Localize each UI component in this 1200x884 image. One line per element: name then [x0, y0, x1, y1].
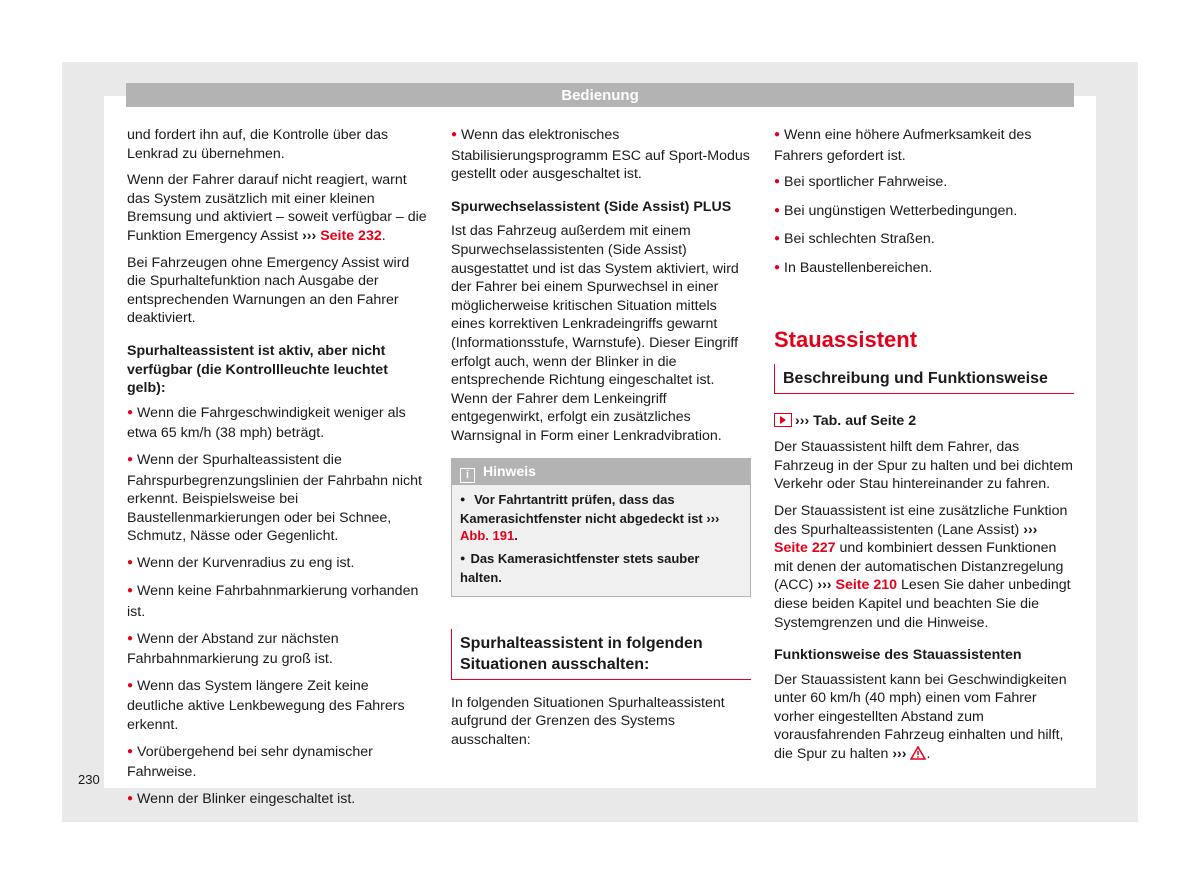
list-item: ● Bei ungünstigen Wetterbedingungen. [774, 202, 1074, 223]
column-1 [127, 126, 427, 818]
figure-link[interactable]: Abb. 191 [460, 527, 515, 543]
subheading: Spurhalteassistent ist aktiv, aber nicht verfügbar (die Kontrollleuchte leuchtet gelb): [127, 342, 388, 397]
page-link[interactable]: Seite 232 [320, 227, 382, 244]
page-link[interactable]: Seite 227 [774, 540, 836, 557]
paragraph: Wenn der Fahrer darauf nicht reagiert, warnt das System zusätzlich mit einer kleinen Bremsung und aktiviert – soweit verfügbar – die Funktion Emergency Assist ››› Seite 232. [127, 172, 427, 244]
tab-link[interactable]: Tab. auf Seite 2 [813, 412, 917, 429]
page-number: 230 [78, 772, 100, 787]
subheading: Funktionsweise des Stauassistenten [774, 647, 1022, 664]
note-title: i Hinweis [452, 459, 750, 485]
list-item: ● Wenn die Fahrgeschwindigkeit weniger als etwa 65 km/h (38 mph) beträgt. [127, 404, 427, 443]
column-3 [774, 126, 1074, 772]
reference-arrows: ››› [817, 577, 832, 594]
paragraph: und fordert ihn auf, die Kontrolle über das Lenkrad zu übernehmen. [127, 127, 389, 162]
page-header: Bedienung [126, 83, 1074, 107]
list-item: ● Wenn der Abstand zur nächsten Fahrbahnmarkierung zu groß ist. [127, 630, 427, 669]
subheading: Spurwechselassistent (Side Assist) PLUS [451, 198, 732, 215]
note-item: ● Das Kamerasichtfenster stets sauber halten. [460, 550, 742, 586]
reference-arrows: ››› [892, 746, 907, 763]
list-item: ● Bei sportlicher Fahrweise. [774, 173, 1074, 194]
reference-arrows: ››› [302, 227, 317, 244]
list-item: ● Bei schlechten Straßen. [774, 230, 1074, 251]
list-item: ● Wenn der Spurhalteassistent die Fahrspurbegrenzungslinien der Fahrbahn nicht erkennt. Beispielsweise bei Baustellenmarkierungen oder bei Schnee, Schmutz, Nässe oder Gegenlicht. [127, 451, 427, 546]
note-box [451, 458, 751, 597]
list-item: ● In Baustellenbereichen. [774, 259, 1074, 280]
column-2 [451, 126, 751, 757]
list-item: ● Wenn der Kurvenradius zu eng ist. [127, 554, 427, 575]
reference-arrows: ››› [706, 510, 720, 526]
paragraph: Bei Fahrzeugen ohne Emergency Assist wird die Spurhaltefunktion nach Ausgabe der entsprechenden Warnungen an den Fahrer deaktiviert. [127, 254, 410, 327]
video-icon [774, 413, 792, 427]
note-body [452, 485, 750, 596]
section-heading: Spurhalteassistent in folgenden Situationen ausschalten: [451, 629, 751, 680]
list-item: ● Wenn keine Fahrbahnmarkierung vorhanden ist. [127, 582, 427, 621]
list-item: ● Wenn das System längere Zeit keine deutliche aktive Lenkbewegung des Fahrers erkennt. [127, 677, 427, 735]
chapter-title: Stauassistent [774, 326, 918, 352]
note-item: ● Vor Fahrtantritt prüfen, dass das Kamerasichtfenster nicht abgedeckt ist ››› Abb. 191. [460, 491, 742, 544]
paragraph: In folgenden Situationen Spurhalteassistent aufgrund der Grenzen des Systems ausschalten: [451, 694, 725, 748]
section-heading: Beschreibung und Funktionsweise [774, 364, 1074, 394]
tab-reference [774, 412, 1074, 431]
warning-icon [910, 746, 926, 760]
paragraph: Der Stauassistent ist eine zusätzliche Funktion des Spurhalteassistenten (Lane Assist) ››› Seite 227 und kombiniert dessen Funktionen mit denen der automatischen Distanzregelung (ACC) ››› Seite 210 Lesen Sie daher unbedingt diese beiden Kapitel und beachten Sie die Systemgrenzen und die Hinweise. [774, 502, 1071, 631]
info-icon: i [460, 468, 475, 483]
list-item: ● Vorübergehend bei sehr dynamischer Fahrweise. [127, 743, 427, 782]
list-item: ● Wenn eine höhere Aufmerksamkeit des Fahrers gefordert ist. [774, 126, 1074, 165]
list-item: ● Wenn das elektronisches Stabilisierungsprogramm ESC auf Sport-Modus gestellt oder ausgeschaltet ist. [451, 126, 751, 184]
page-link[interactable]: Seite 210 [835, 577, 898, 594]
paragraph: Ist das Fahrzeug außerdem mit einem Spurwechselassistenten (Side Assist) ausgestattet und ist das System aktiviert, wird der Fahrer bei einem Spurwechsel in einer möglicherweise kritischen Situation mittels eines korrektiven Lenkradeingriffs gewarnt (Informationsstufe, Warnstufe). Dieser Eingriff erfolgt auch, wenn der Blinker in die entsprechende Richtung eingeschaltet ist. Wenn der Fahrer dem Lenkeingriff entgegenwirkt, erfolgt ein zusätzliches Warnsignal in Form einer Lenkradvibration. [451, 223, 739, 444]
paragraph: Der Stauassistent hilft dem Fahrer, das Fahrzeug in der Spur zu halten und bei dichtem Verkehr oder Stau hintereinander zu fahren. [774, 439, 1073, 493]
reference-arrows: ››› [795, 412, 810, 429]
list-item: ● Wenn der Blinker eingeschaltet ist. [127, 790, 427, 811]
reference-arrows: ››› [1023, 521, 1038, 538]
paragraph: Der Stauassistent kann bei Geschwindigkeiten unter 60 km/h (40 mph) einen vom Fahrer vorher eingestellten Abstand zum vorausfahrenden Fahrzeug einhalten und hilft, die Spur zu halten ››› . [774, 671, 1067, 763]
